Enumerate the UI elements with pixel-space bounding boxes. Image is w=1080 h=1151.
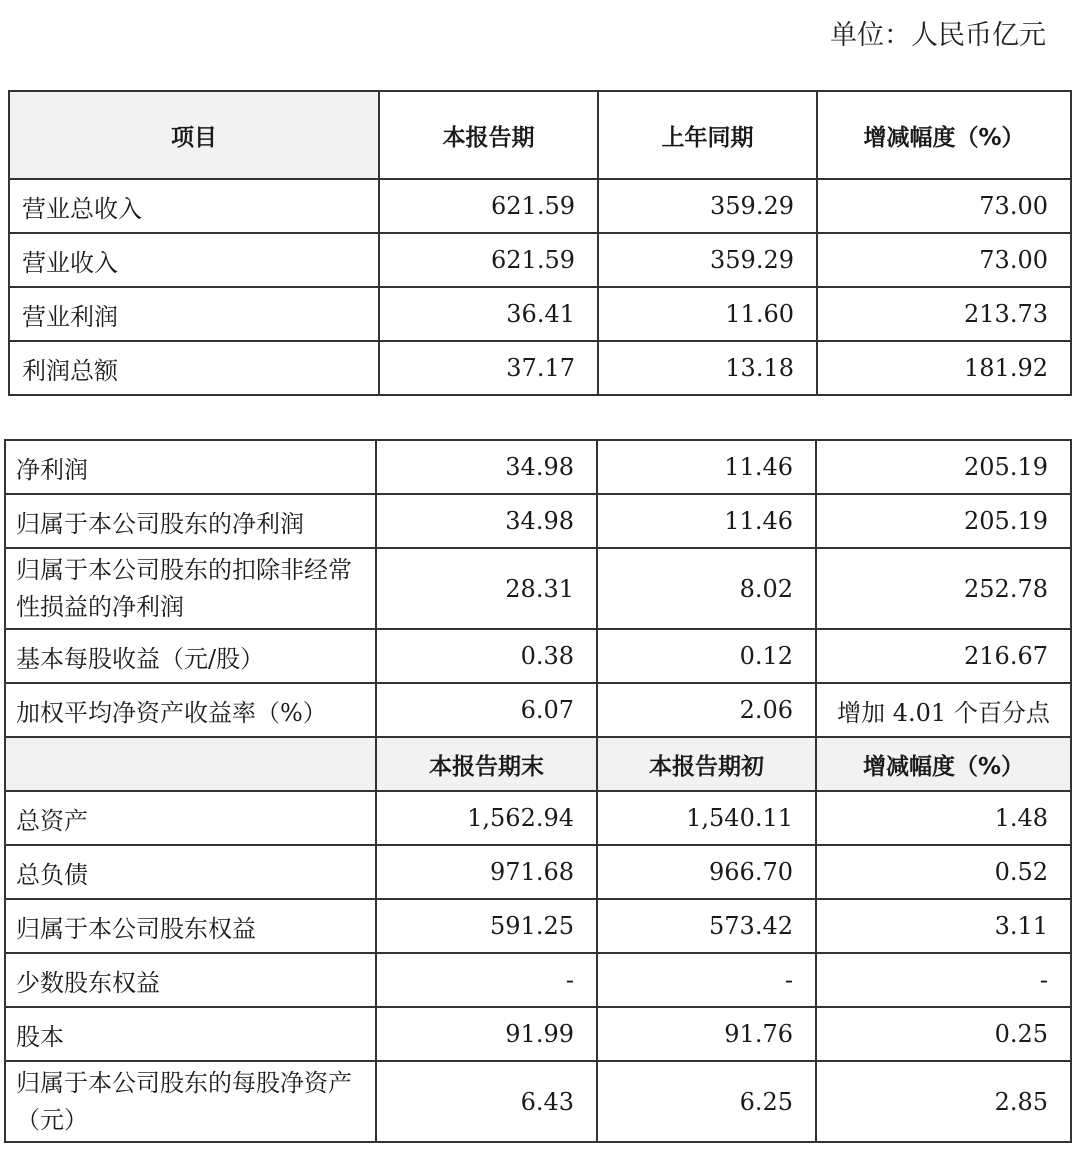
period-start-value: 573.42	[597, 899, 816, 953]
period-end-value: 91.99	[376, 1007, 597, 1061]
table-row	[5, 494, 1071, 548]
current-value: 6.07	[376, 683, 597, 737]
prior-value: 11.46	[597, 440, 816, 494]
table-row	[9, 287, 1071, 341]
period-end-value: 591.25	[376, 899, 597, 953]
table-row	[5, 548, 1071, 629]
prior-value: 0.12	[597, 629, 816, 683]
change-value: 73.00	[817, 179, 1071, 233]
current-value: 621.59	[379, 179, 598, 233]
header-change-percent: 增减幅度（%）	[817, 91, 1071, 179]
prior-value: 359.29	[598, 179, 817, 233]
subheader-period-start: 本报告期初	[597, 737, 816, 791]
table-row	[5, 845, 1071, 899]
table-row	[9, 233, 1071, 287]
row-label: 利润总额	[9, 341, 379, 395]
profit-and-balance-table	[4, 439, 1072, 1143]
row-label: 总资产	[5, 791, 376, 845]
table-row	[5, 791, 1071, 845]
row-label: 营业总收入	[9, 179, 379, 233]
period-start-value: 966.70	[597, 845, 816, 899]
prior-value: 13.18	[598, 341, 817, 395]
row-label: 股本	[5, 1007, 376, 1061]
row-label: 归属于本公司股东的扣除非经常性损益的净利润	[5, 548, 376, 629]
change-value: 205.19	[816, 494, 1071, 548]
current-value: 621.59	[379, 233, 598, 287]
row-label: 归属于本公司股东权益	[5, 899, 376, 953]
current-value: 28.31	[376, 548, 597, 629]
subheader-blank	[5, 737, 376, 791]
change-value: 252.78	[816, 548, 1071, 629]
subheader-period-end: 本报告期末	[376, 737, 597, 791]
change-value: 73.00	[817, 233, 1071, 287]
table-row	[9, 341, 1071, 395]
prior-value: 11.60	[598, 287, 817, 341]
row-label: 总负债	[5, 845, 376, 899]
row-label: 净利润	[5, 440, 376, 494]
header-current-period: 本报告期	[379, 91, 598, 179]
period-start-value: 91.76	[597, 1007, 816, 1061]
change-value: 213.73	[817, 287, 1071, 341]
change-value: 2.85	[816, 1061, 1071, 1142]
change-value: -	[816, 953, 1071, 1007]
row-label: 营业收入	[9, 233, 379, 287]
income-summary-table	[8, 90, 1072, 396]
table-header-row	[9, 91, 1071, 179]
table-row	[9, 179, 1071, 233]
table-row	[5, 899, 1071, 953]
row-label: 加权平均净资产收益率（%）	[5, 683, 376, 737]
period-start-value: -	[597, 953, 816, 1007]
row-label: 归属于本公司股东的每股净资产（元）	[5, 1061, 376, 1142]
current-value: 37.17	[379, 341, 598, 395]
change-value: 181.92	[817, 341, 1071, 395]
prior-value: 11.46	[597, 494, 816, 548]
change-value: 3.11	[816, 899, 1071, 953]
table-subheader-row	[5, 737, 1071, 791]
header-item: 项目	[9, 91, 379, 179]
subheader-change-percent: 增减幅度（%）	[816, 737, 1071, 791]
current-value: 0.38	[376, 629, 597, 683]
change-value: 0.25	[816, 1007, 1071, 1061]
period-start-value: 1,540.11	[597, 791, 816, 845]
change-value: 1.48	[816, 791, 1071, 845]
table-row	[5, 440, 1071, 494]
period-start-value: 6.25	[597, 1061, 816, 1142]
header-prior-year-period: 上年同期	[598, 91, 817, 179]
prior-value: 2.06	[597, 683, 816, 737]
period-end-value: -	[376, 953, 597, 1007]
period-end-value: 6.43	[376, 1061, 597, 1142]
current-value: 36.41	[379, 287, 598, 341]
unit-label: 单位：人民币亿元	[830, 20, 1046, 51]
row-label: 归属于本公司股东的净利润	[5, 494, 376, 548]
change-value: 0.52	[816, 845, 1071, 899]
current-value: 34.98	[376, 440, 597, 494]
row-label: 基本每股收益（元/股）	[5, 629, 376, 683]
change-value: 216.67	[816, 629, 1071, 683]
prior-value: 359.29	[598, 233, 817, 287]
table-row	[5, 683, 1071, 737]
current-value: 34.98	[376, 494, 597, 548]
table-row	[5, 1007, 1071, 1061]
table-row	[5, 953, 1071, 1007]
table-row	[5, 1061, 1071, 1142]
period-end-value: 971.68	[376, 845, 597, 899]
prior-value: 8.02	[597, 548, 816, 629]
change-value: 205.19	[816, 440, 1071, 494]
table-row	[5, 629, 1071, 683]
row-label: 少数股东权益	[5, 953, 376, 1007]
change-note: 增加 4.01 个百分点	[816, 683, 1071, 737]
row-label: 营业利润	[9, 287, 379, 341]
period-end-value: 1,562.94	[376, 791, 597, 845]
